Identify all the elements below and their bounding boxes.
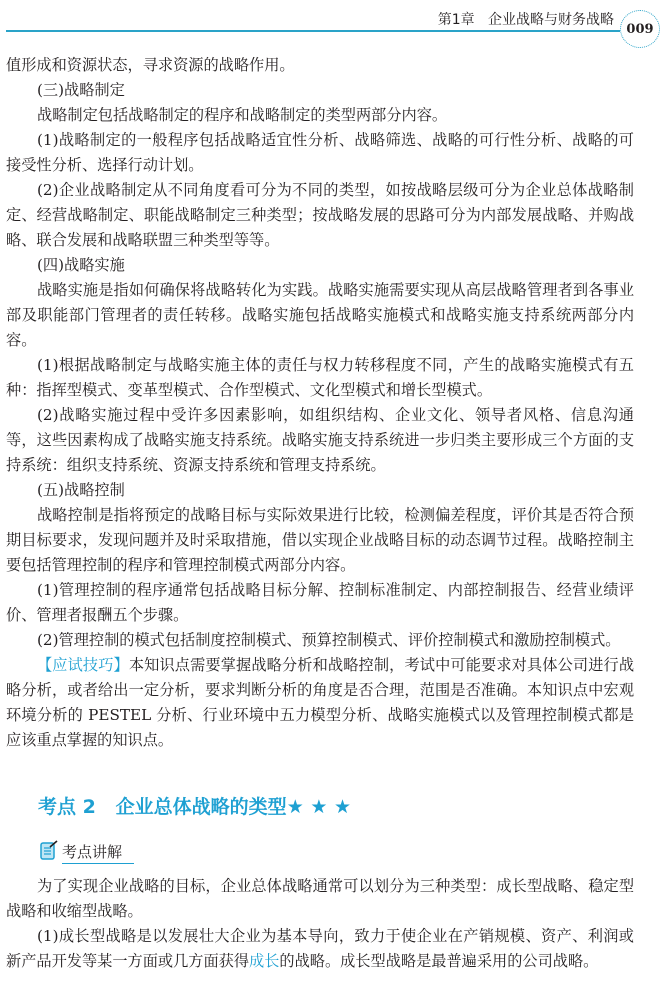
exam-tip xyxy=(6,653,634,753)
body-text xyxy=(6,53,634,753)
paragraph: (1)根据战略制定与战略实施主体的责任与权力转移程度不同，产生的战略实施模式有五种：指挥型模式、变革型模式、合作型模式、文化型模式和增长型模式。 xyxy=(6,356,634,399)
paragraph: 战略制定包括战略制定的程序和战略制定的类型两部分内容。 xyxy=(37,106,448,124)
paragraph: (1)战略制定的一般程序包括战略适宜性分析、战略筛选、战略的可行性分析、战略的可接受性分析、选择行动计划。 xyxy=(6,131,634,174)
subheading xyxy=(40,840,134,864)
notepad-icon xyxy=(40,840,58,864)
text-run: (1)成长型战略是以发展壮大企业为基本导向，致力于使企业在产销规模、资产、利润或新产品开发等某一方面或几方面获得 xyxy=(6,927,634,970)
section-heading xyxy=(38,792,351,819)
subsection-title: (三)战略制定 xyxy=(37,81,125,99)
paragraph: (2)战略实施过程中受许多因素影响，如组织结构、企业文化、领导者风格、信息沟通等，这些因素构成了战略实施支持系统。战略实施支持系统进一步归类主要形成三个方面的支持系统：组织支持系统、资源支持系统和管理支持系统。 xyxy=(6,406,634,474)
header-divider xyxy=(6,30,620,32)
subsection-title: (五)战略控制 xyxy=(37,481,125,499)
chapter-title: 第1章 企业战略与财务战略 xyxy=(437,12,614,28)
highlighted-term: 成长 xyxy=(249,952,280,970)
paragraph xyxy=(6,924,634,974)
exam-tip-text: 本知识点需要掌握战略分析和战略控制，考试中可能要求对具体公司进行战略分析，或者给出一定分析，要求判断分析的角度是否合理，范围是否准确。本知识点中宏观环境分析的 PESTEL 分析、行业环境中五力模型分析、战略实施模式以及管理控制模式都是应该重点掌握的知识点。 xyxy=(6,656,635,749)
importance-stars: ★ ★ ★ xyxy=(286,796,352,818)
paragraph: (2)企业战略制定从不同角度看可分为不同的类型，如按战略层级可分为企业总体战略制定、经营战略制定、职能战略制定三种类型；按战略发展的思路可分为内部发展战略、并购战略、联合发展和战略联盟三种类型等等。 xyxy=(6,181,634,249)
paragraph: 战略实施是指如何确保将战略转化为实践。战略实施需要实现从高层战略管理者到各事业部及职能部门管理者的责任转移。战略实施包括战略实施模式和战略实施支持系统两部分内容。 xyxy=(6,281,634,349)
section-body xyxy=(6,874,634,974)
page-number-badge: 009 xyxy=(620,10,660,48)
paragraph: 值形成和资源状态，寻求资源的战略作用。 xyxy=(6,56,295,74)
exam-tip-label: 【应试技巧】 xyxy=(37,656,129,674)
page-header xyxy=(0,0,662,48)
subsection-title: (四)战略实施 xyxy=(37,256,125,274)
section-title: 考点 2 企业总体战略的类型 xyxy=(38,796,287,818)
text-run: 的战略。成长型战略是最普遍采用的公司战略。 xyxy=(279,952,599,970)
paragraph: (2)管理控制的模式包括制度控制模式、预算控制模式、评价控制模式和激励控制模式。 xyxy=(37,631,621,649)
subheading-label: 考点讲解 xyxy=(62,841,134,864)
paragraph: (1)管理控制的程序通常包括战略目标分解、控制标准制定、内部控制报告、经营业绩评价、管理者报酬五个步骤。 xyxy=(6,581,634,624)
paragraph: 战略控制是指将预定的战略目标与实际效果进行比较，检测偏差程度，评价其是否符合预期目标要求，发现问题并及时采取措施，借以实现企业战略目标的动态调节过程。战略控制主要包括管理控制的程序和管理控制模式两部分内容。 xyxy=(6,506,634,574)
paragraph: 为了实现企业战略的目标，企业总体战略通常可以划分为三种类型：成长型战略、稳定型战略和收缩型战略。 xyxy=(6,877,634,920)
